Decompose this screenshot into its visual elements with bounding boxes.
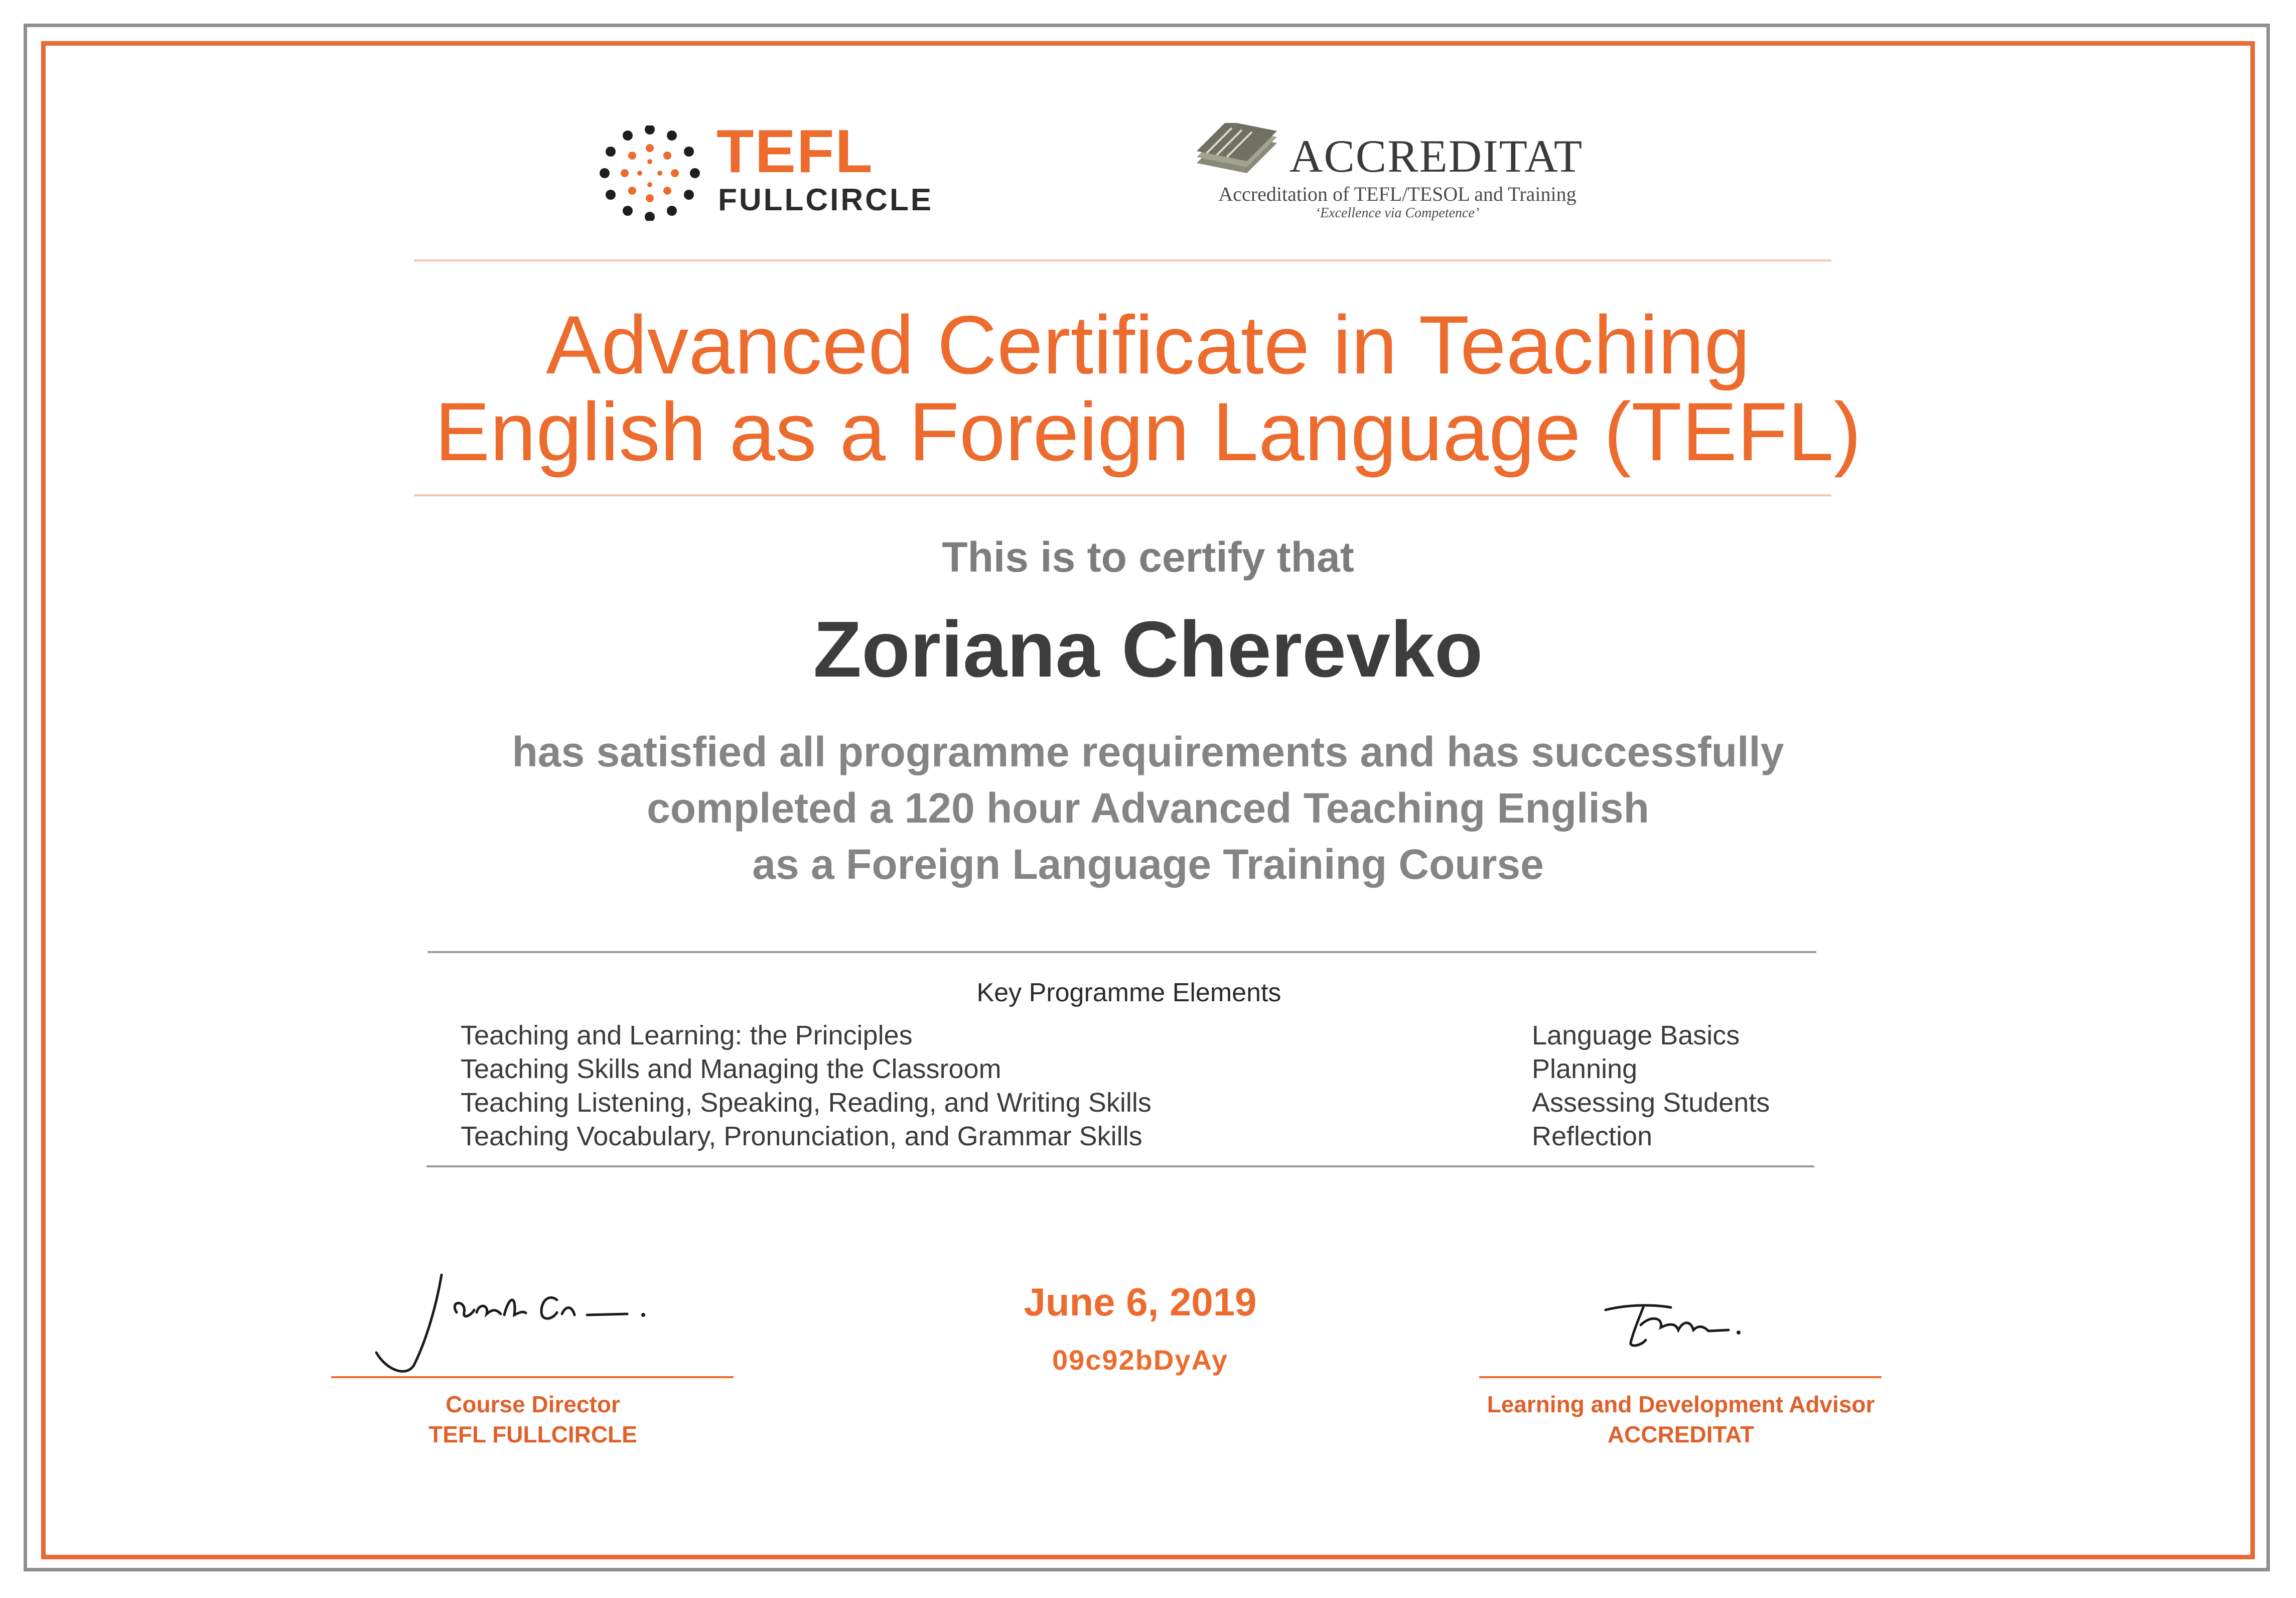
programme-bottom-divider <box>426 1165 1814 1167</box>
list-item: Language Basics <box>1532 1020 1740 1050</box>
certificate-title-line1: Advanced Certificate in Teaching <box>545 299 1751 391</box>
advisor-signature <box>1596 1285 1756 1355</box>
right-signatory <box>1478 1393 1884 1446</box>
title-bottom-divider <box>414 494 1831 496</box>
left-signatory-role: Course Director <box>446 1391 620 1417</box>
completion-line3: as a Foreign Language Training Course <box>752 841 1544 888</box>
certify-text: This is to certify that <box>942 534 1354 581</box>
left-signatory-org: TEFL FULLCIRCLE <box>428 1421 637 1447</box>
list-item: Planning <box>1532 1054 1638 1084</box>
recipient-name: Zoriana Cherevko <box>813 605 1483 694</box>
issue-date: June 6, 2019 <box>1024 1280 1257 1324</box>
accreditat-tagline: Accreditation of TEFL/TESOL and Training <box>1218 183 1576 205</box>
programme-heading: Key Programme Elements <box>976 978 1281 1007</box>
stacked-pages-icon <box>1192 123 1287 183</box>
dotted-circle-icon <box>600 125 700 221</box>
completion-line2: completed a 120 hour Advanced Teaching English <box>647 784 1649 832</box>
fullcircle-wordmark: FULLCIRCLE <box>718 183 934 217</box>
list-item: Teaching Listening, Speaking, Reading, and Writing Skills <box>461 1088 1152 1118</box>
title-top-divider <box>414 259 1831 261</box>
right-signatory-org: ACCREDITAT <box>1607 1421 1755 1447</box>
list-item: Teaching Skills and Managing the Classroom <box>461 1054 1001 1084</box>
programme-left-list <box>461 1019 1152 1153</box>
left-signature-line <box>331 1376 734 1378</box>
tefl-wordmark: TEFL <box>716 117 874 185</box>
accreditat-motto: ‘Excellence via Competence’ <box>1315 205 1480 221</box>
right-signature-line <box>1479 1376 1882 1378</box>
completion-line1: has satisfied all programme requirements and has successfully <box>512 728 1784 775</box>
certificate-id: 09c92bDyAy <box>1052 1344 1229 1376</box>
accreditat-logo <box>1182 123 1613 228</box>
programme-top-divider <box>427 951 1816 953</box>
left-signatory <box>330 1393 736 1446</box>
list-item: Teaching Vocabulary, Pronunciation, and Grammar Skills <box>461 1121 1142 1151</box>
certificate-title-line2: English as a Foreign Language (TEFL) <box>435 385 1861 478</box>
accreditat-wordmark: ACCREDITAT <box>1289 130 1584 182</box>
list-item: Teaching and Learning: the Principles <box>461 1020 913 1050</box>
list-item: Reflection <box>1532 1121 1653 1151</box>
list-item: Assessing Students <box>1532 1088 1770 1118</box>
tefl-fullcircle-logo <box>600 117 941 221</box>
right-signatory-role: Learning and Development Advisor <box>1487 1391 1875 1417</box>
programme-right-list <box>1532 1019 1770 1153</box>
